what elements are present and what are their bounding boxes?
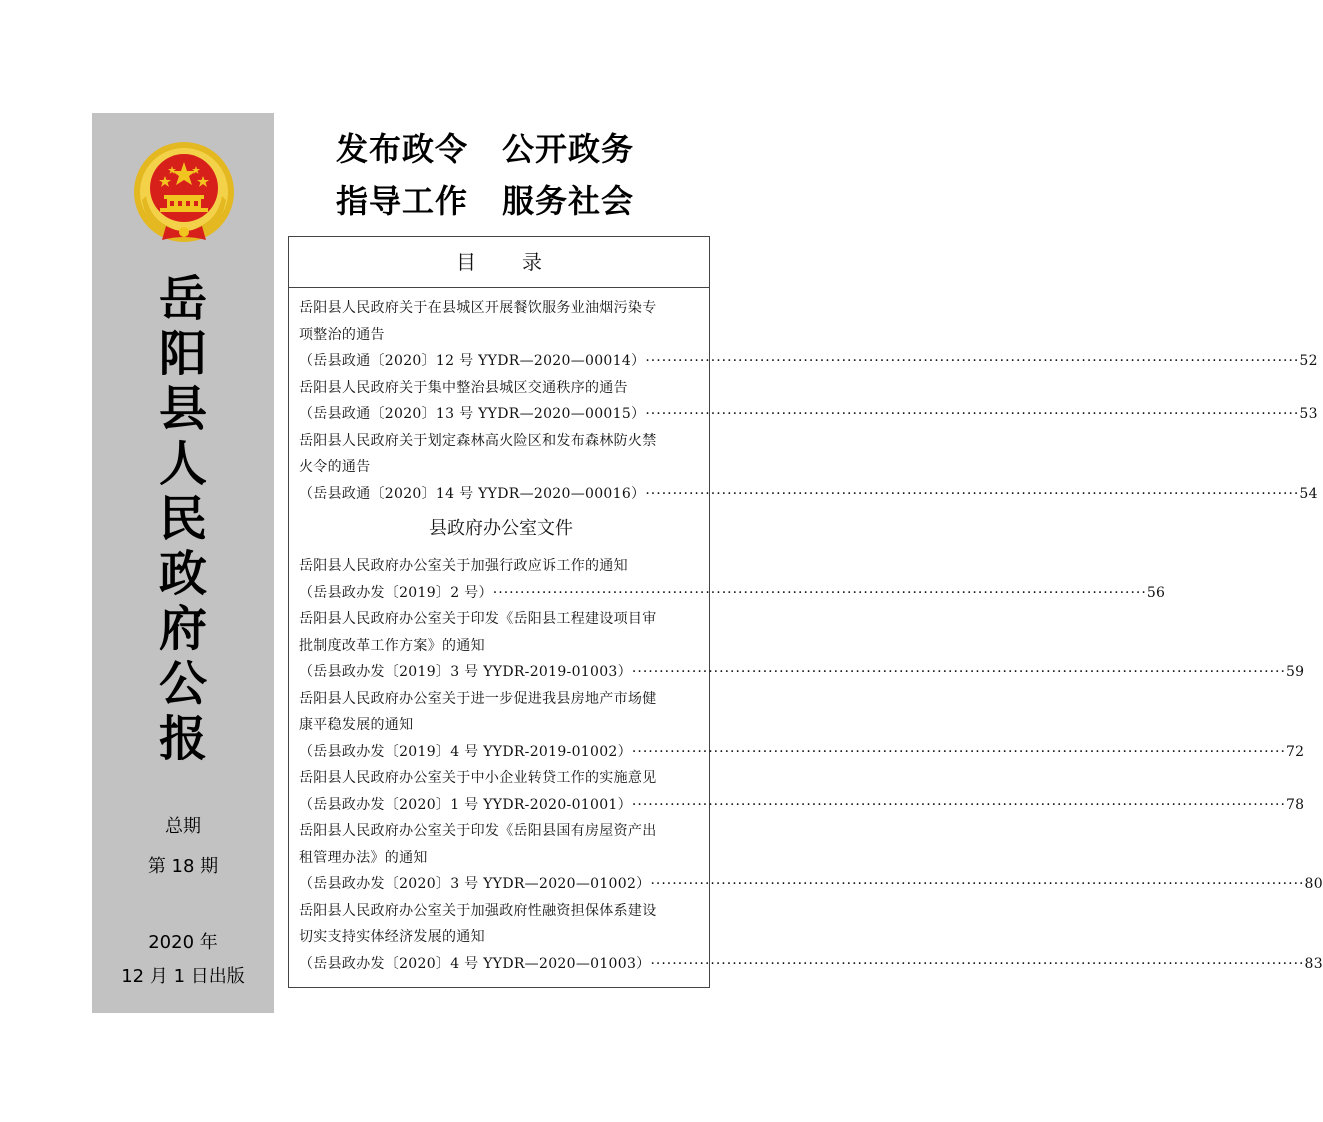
document-number: （岳县政通〔2020〕13 号 YYDR—2020—00015） (299, 406, 646, 422)
dot-leader: ························································································································ (650, 955, 1305, 972)
toc-entry-title-line: 切实支持实体经济发展的通知 (299, 929, 485, 945)
dot-leader: ························································································································ (645, 353, 1300, 369)
publication-title-vertical (128, 272, 238, 767)
title-char: 公 (158, 656, 207, 712)
page-number: 78 (1285, 796, 1305, 813)
slogan-phrase: 指导工作 (336, 182, 469, 220)
dot-leader: ························································································································ (631, 664, 1286, 680)
toc-entry-reference (299, 481, 1318, 508)
toc-entry[interactable] (299, 898, 1323, 978)
dot-leader: ························································································································ (645, 406, 1300, 422)
title-char: 岳 (158, 271, 207, 327)
toc-entry[interactable] (299, 295, 1318, 375)
slogan-phrase: 发布政令 (336, 130, 469, 168)
toc-entry[interactable] (299, 553, 1166, 606)
toc-entry-title-line: 岳阳县人民政府办公室关于加强行政应诉工作的通知 (299, 558, 628, 574)
toc-entry[interactable] (299, 375, 1318, 428)
page-number: 80 (1304, 876, 1323, 892)
toc-entry-title-line: 岳阳县人民政府关于划定森林高火险区和发布森林防火禁 (299, 432, 657, 449)
toc-entry-reference (299, 348, 1318, 375)
toc-entry-title-line: 岳阳县人民政府办公室关于印发《岳阳县国有房屋资产出 (299, 823, 657, 839)
toc-entry[interactable] (299, 606, 1305, 686)
document-number: （岳县政通〔2020〕12 号 YYDR—2020—00014） (299, 353, 646, 369)
toc-entry-reference (299, 580, 1166, 607)
page-number: 83 (1304, 955, 1323, 972)
toc-entry[interactable] (299, 428, 1318, 508)
toc-group-notices (299, 295, 1318, 507)
document-number: （岳县政办发〔2020〕4 号 YYDR—2020—01003） (299, 955, 651, 972)
slogan-line-2 (336, 176, 634, 222)
toc-entry-title-line: 康平稳发展的通知 (299, 717, 414, 733)
issue-year: 2020 年 (148, 932, 218, 953)
toc-entry-reference (299, 792, 1305, 819)
page-number: 54 (1299, 485, 1318, 502)
toc-entry-title-line: 租管理办法》的通知 (299, 849, 428, 866)
page-number: 72 (1285, 743, 1305, 760)
document-number: （岳县政办发〔2019〕2 号） (299, 584, 493, 601)
toc-entry-title-line: 岳阳县人民政府办公室关于加强政府性融资担保体系建设 (299, 902, 657, 919)
toc-entry-title-line: 岳阳县人民政府关于集中整治县城区交通秩序的通告 (299, 379, 628, 396)
dot-leader: ························································································································ (631, 796, 1286, 813)
toc-entry-reference (299, 659, 1305, 686)
title-char: 阳 (158, 326, 207, 382)
document-number: （岳县政办发〔2019〕4 号 YYDR-2019-01002） (299, 743, 632, 760)
toc-entry-title-line: 项整治的通告 (299, 326, 385, 343)
page-number: 53 (1299, 406, 1318, 422)
document-number: （岳县政办发〔2020〕3 号 YYDR—2020—01002） (299, 876, 651, 892)
title-char: 县 (158, 381, 207, 437)
dot-leader: ························································································································ (631, 743, 1286, 760)
toc-entry-title-line: 火令的通告 (299, 459, 371, 475)
toc-entry-title-line: 岳阳县人民政府办公室关于中小企业转贷工作的实施意见 (299, 770, 657, 786)
toc-entry[interactable] (299, 686, 1305, 766)
title-char: 政 (158, 546, 207, 602)
issue-number: 第 18 期 (147, 856, 219, 877)
dot-leader: ························································································································ (492, 584, 1147, 601)
slogan-line-1 (336, 124, 634, 170)
toc-entry-reference (299, 871, 1323, 898)
title-char: 民 (158, 491, 207, 547)
page-number: 59 (1285, 664, 1305, 680)
slogan-phrase: 公开政务 (502, 130, 635, 168)
national-emblem-icon (132, 140, 236, 244)
title-char: 报 (158, 711, 207, 767)
document-number: （岳县政办发〔2019〕3 号 YYDR-2019-01003） (299, 664, 632, 680)
table-of-contents (288, 236, 1323, 988)
toc-entry-reference (299, 739, 1305, 766)
title-char: 人 (158, 436, 207, 492)
title-char: 府 (158, 601, 207, 657)
page-number: 56 (1146, 584, 1166, 601)
toc-entry-title-line: 岳阳县人民政府关于在县城区开展餐饮服务业油烟污染专 (299, 300, 657, 316)
issue-date: 12 月 1 日出版 (121, 966, 245, 987)
toc-entry-title-line: 岳阳县人民政府办公室关于进一步促进我县房地产市场健 (299, 690, 657, 707)
dot-leader: ························································································································ (645, 485, 1300, 502)
toc-entry[interactable] (299, 818, 1323, 898)
toc-entry-reference (299, 951, 1323, 978)
dot-leader: ························································································································ (650, 876, 1305, 892)
issue-total-label: 总期 (165, 816, 201, 837)
toc-entry-reference (299, 401, 1318, 428)
toc-section-title: 县政府办公室文件 (429, 518, 573, 539)
toc-heading: 目 录 (289, 237, 709, 288)
toc-entry[interactable] (299, 765, 1305, 818)
toc-entry-title-line: 岳阳县人民政府办公室关于印发《岳阳县工程建设项目审 (299, 611, 657, 627)
toc-entry-title-line: 批制度改革工作方案》的通知 (299, 637, 485, 654)
page-number: 52 (1299, 353, 1318, 369)
slogan-phrase: 服务社会 (502, 182, 635, 220)
document-number: （岳县政通〔2020〕14 号 YYDR—2020—00016） (299, 485, 646, 502)
toc-group-office-documents (299, 553, 1323, 977)
document-number: （岳县政办发〔2020〕1 号 YYDR-2020-01001） (299, 796, 632, 813)
